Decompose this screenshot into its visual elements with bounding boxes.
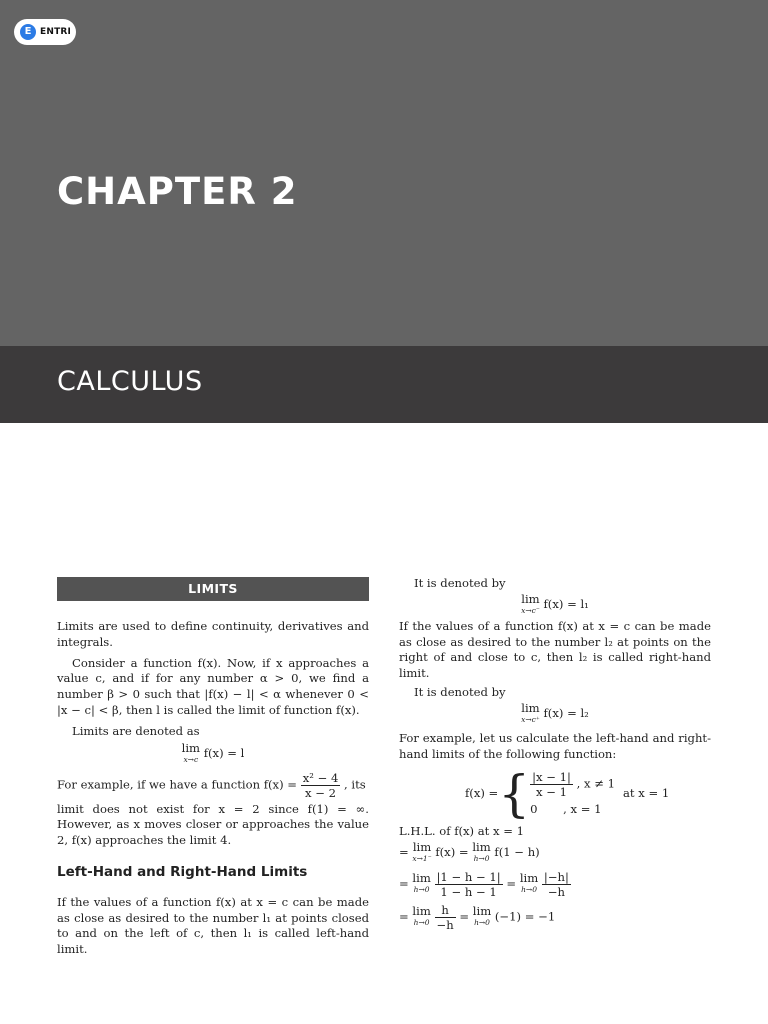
entri-logo-icon: E [20,24,36,40]
equation-limit-body: f(x) = l [203,745,245,760]
lhl-step-3: = lim h→0 $\frac{h}{-h}$ = lim h→0 (−1) = −1 [399,902,556,932]
paragraph-left-hand-limit: If the values of a function f(x) at x = c can be made as close as desired to the number l₁ at points closed to and on the left of c, then l₁ is called left-hand limit. [57,894,369,957]
equation-right-limit: lim x→c⁺ f(x) = l₂ [521,700,589,724]
chapter-title: CHAPTER 2 [57,170,298,213]
paragraph-right-hand-limit: If the values of a function f(x) at x = c can be made as close as desired to the number l₂ at points on the right of and close to c, then l₂ is called right-hand limit. [399,618,711,681]
equation-left-limit: lim x→c⁻ f(x) = l₁ [521,591,589,615]
left-brace: { [498,765,531,824]
lhl-step-2: = lim h→0 $\frac{|1 - h - 1|}{1 - h - 1}$ = lim h→0 $\frac{|-h|}{-h}$ [399,869,569,899]
paragraph-denoted-by-1: It is denoted by [414,576,506,590]
paragraph-example: For example, if we have a function f(x) = $\frac{\text{x² − 4}}{x - 2}$ , its [57,770,366,800]
logo-text: ENTRI [40,27,72,37]
subject-title: CALCULUS [57,366,203,397]
paragraph-denoted: Limits are denoted as [72,723,200,738]
lhl-step-1: = lim x→1⁻ f(x) = lim h→0 f(1 − h) [399,839,540,863]
subheading-one-sided-limits: Left-Hand and Right-Hand Limits [57,863,308,880]
lhl-heading: L.H.L. of f(x) at x = 1 [399,824,525,839]
paragraph-example-piecewise: For example, let us calculate the left-hand and right-hand limits of the following function: [399,730,711,761]
entri-logo[interactable] [14,19,76,45]
right-column [399,576,711,932]
paragraph-example-cont: limit does not exist for x = 2 since f(1) = ∞. However, as x moves closer or approaches the value 2, f(x) approaches the limit 4. [57,801,369,848]
equation-limit [57,740,369,765]
fraction-example: $\frac{\text{x² − 4}}{x - 2}$ [302,770,339,800]
section-title-limits: LIMITS [57,577,369,601]
paragraph-intro: Limits are used to define continuity, derivatives and integrals. [57,619,369,649]
lim-operator: lim x→c [181,740,201,764]
paragraph-definition: Consider a function f(x). Now, if x approaches a value c, and if for any number α > 0, we find a number β > 0 such that |f(x) − l| < α whenever 0 < |x − c| < β, then l is called the limit of function f(x). [57,655,369,717]
lim-operator: lim x→c⁻ [521,591,540,615]
lim-operator: lim x→c⁺ [521,700,540,724]
left-column [57,577,369,958]
piecewise-function: f(x) = { $\frac{|x - 1|}{x - 1}$ , x ≠ 1 0 , x = 1 at x = 1 [465,765,670,824]
paragraph-denoted-by-2: It is denoted by [414,684,506,699]
